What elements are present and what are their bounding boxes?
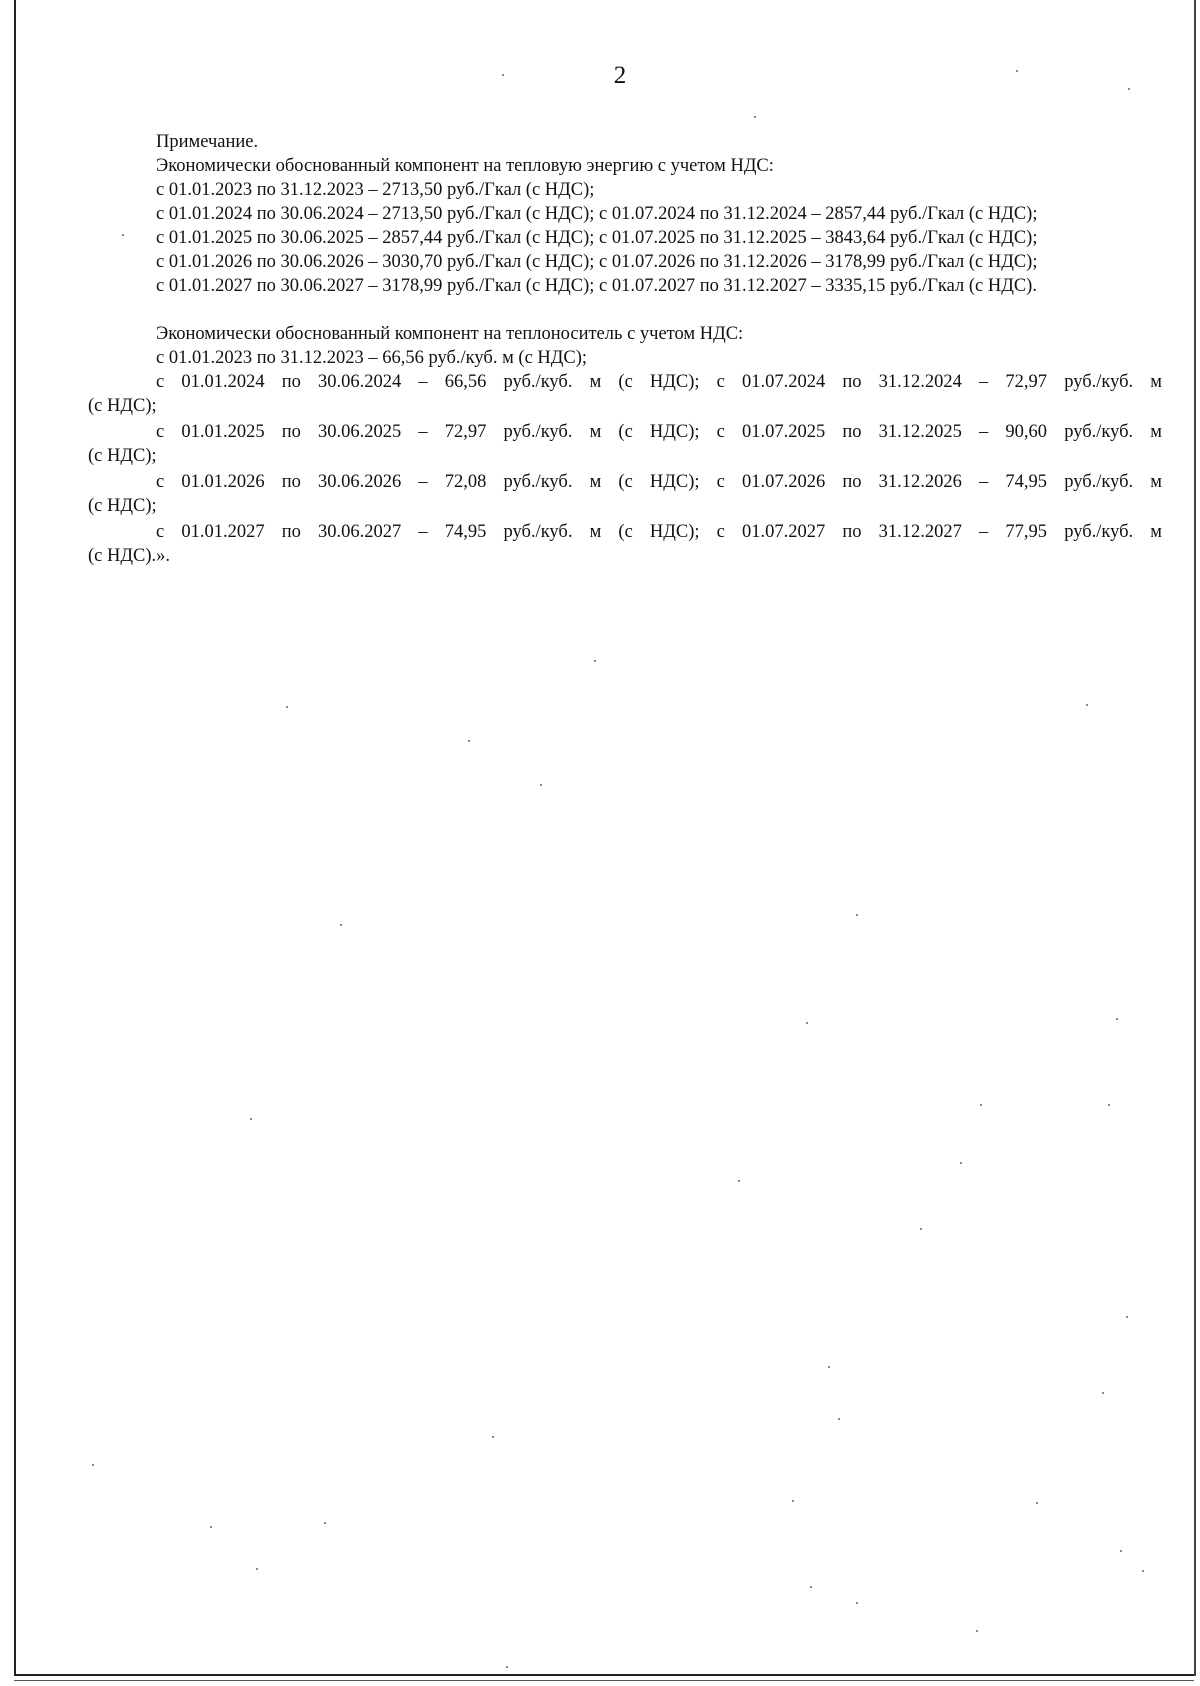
scan-border-bottom-inner <box>14 1680 1194 1681</box>
scan-speck <box>976 1630 978 1632</box>
scan-border-right <box>1194 0 1196 1676</box>
note-heading: Примечание. <box>156 132 259 152</box>
scan-speck <box>1128 88 1130 90</box>
scan-speck <box>1108 1104 1110 1106</box>
page-number: 2 <box>613 62 627 89</box>
scan-speck <box>256 1568 258 1570</box>
paragraph-gap <box>88 298 1162 322</box>
scan-speck <box>828 1366 830 1368</box>
scan-border-bottom <box>14 1674 1194 1676</box>
scan-speck <box>920 1228 922 1230</box>
scan-speck <box>1016 70 1018 72</box>
scan-speck <box>792 1500 794 1502</box>
coolant-line-continuation: (с НДС).». <box>88 546 170 566</box>
scan-speck <box>324 1522 326 1524</box>
heat-energy-line: с 01.01.2024 по 30.06.2024 – 2713,50 руб./Гкал (с НДС); с 01.07.2024 по 31.12.2024 – 2857,44 руб./Гкал (с НДС); <box>156 204 1038 224</box>
heat-energy-title: Экономически обоснованный компонент на тепловую энергию с учетом НДС: <box>156 156 774 176</box>
scan-speck <box>1102 1392 1104 1394</box>
coolant-title: Экономически обоснованный компонент на теплоноситель с учетом НДС: <box>156 324 744 344</box>
coolant-line-continuation: (с НДС); <box>88 446 157 466</box>
coolant-line: с 01.01.2027 по 30.06.2027 – 74,95 руб./куб. м (с НДС); с 01.07.2027 по 31.12.2027 – 77,95 руб./куб. м <box>156 522 1162 542</box>
scan-speck <box>960 1162 962 1164</box>
scan-speck <box>286 706 288 708</box>
scan-speck <box>1086 704 1088 706</box>
scan-speck <box>806 1022 808 1024</box>
scan-speck <box>980 1104 982 1106</box>
scan-speck <box>468 740 470 742</box>
scan-speck <box>810 1586 812 1588</box>
scan-speck <box>1142 1570 1144 1572</box>
scan-speck <box>1126 1316 1128 1318</box>
scan-speck <box>1120 1550 1122 1552</box>
scan-speck <box>540 784 542 786</box>
scan-speck <box>838 1418 840 1420</box>
coolant-first-line: с 01.01.2023 по 31.12.2023 – 66,56 руб./куб. м (с НДС); <box>156 348 588 368</box>
scan-speck <box>1116 1018 1118 1020</box>
heat-energy-line: с 01.01.2025 по 30.06.2025 – 2857,44 руб./Гкал (с НДС); с 01.07.2025 по 31.12.2025 – 3843,64 руб./Гкал (с НДС); <box>156 228 1038 248</box>
coolant-line-continuation: (с НДС); <box>88 396 157 416</box>
scan-speck <box>594 660 596 662</box>
heat-energy-line: с 01.01.2023 по 31.12.2023 – 2713,50 руб./Гкал (с НДС); <box>156 180 595 200</box>
coolant-line-continuation: (с НДС); <box>88 496 157 516</box>
scan-speck <box>122 234 124 236</box>
scan-speck <box>210 1526 212 1528</box>
scan-speck <box>92 1464 94 1466</box>
coolant-line: с 01.01.2026 по 30.06.2026 – 72,08 руб./куб. м (с НДС); с 01.07.2026 по 31.12.2026 – 74,95 руб./куб. м <box>156 472 1162 492</box>
scan-border-left <box>14 0 16 1676</box>
heat-energy-line: с 01.01.2026 по 30.06.2026 – 3030,70 руб./Гкал (с НДС); с 01.07.2026 по 31.12.2026 – 3178,99 руб./Гкал (с НДС); <box>156 252 1038 272</box>
scan-speck <box>1036 1502 1038 1504</box>
coolant-line: с 01.01.2024 по 30.06.2024 – 66,56 руб./куб. м (с НДС); с 01.07.2024 по 31.12.2024 – 72,97 руб./куб. м <box>156 372 1162 392</box>
scan-speck <box>738 1180 740 1182</box>
scan-speck <box>340 924 342 926</box>
scan-speck <box>492 1436 494 1438</box>
scan-speck <box>506 1666 508 1668</box>
coolant-line: с 01.01.2025 по 30.06.2025 – 72,97 руб./куб. м (с НДС); с 01.07.2025 по 31.12.2025 – 90,60 руб./куб. м <box>156 422 1162 442</box>
document-body <box>88 130 1162 570</box>
heat-energy-line: с 01.01.2027 по 30.06.2027 – 3178,99 руб./Гкал (с НДС); с 01.07.2027 по 31.12.2027 – 3335,15 руб./Гкал (с НДС). <box>156 276 1037 296</box>
scan-speck <box>502 74 504 76</box>
scan-speck <box>250 1118 252 1120</box>
scan-speck <box>754 116 756 118</box>
scan-speck <box>856 914 858 916</box>
scan-speck <box>856 1602 858 1604</box>
